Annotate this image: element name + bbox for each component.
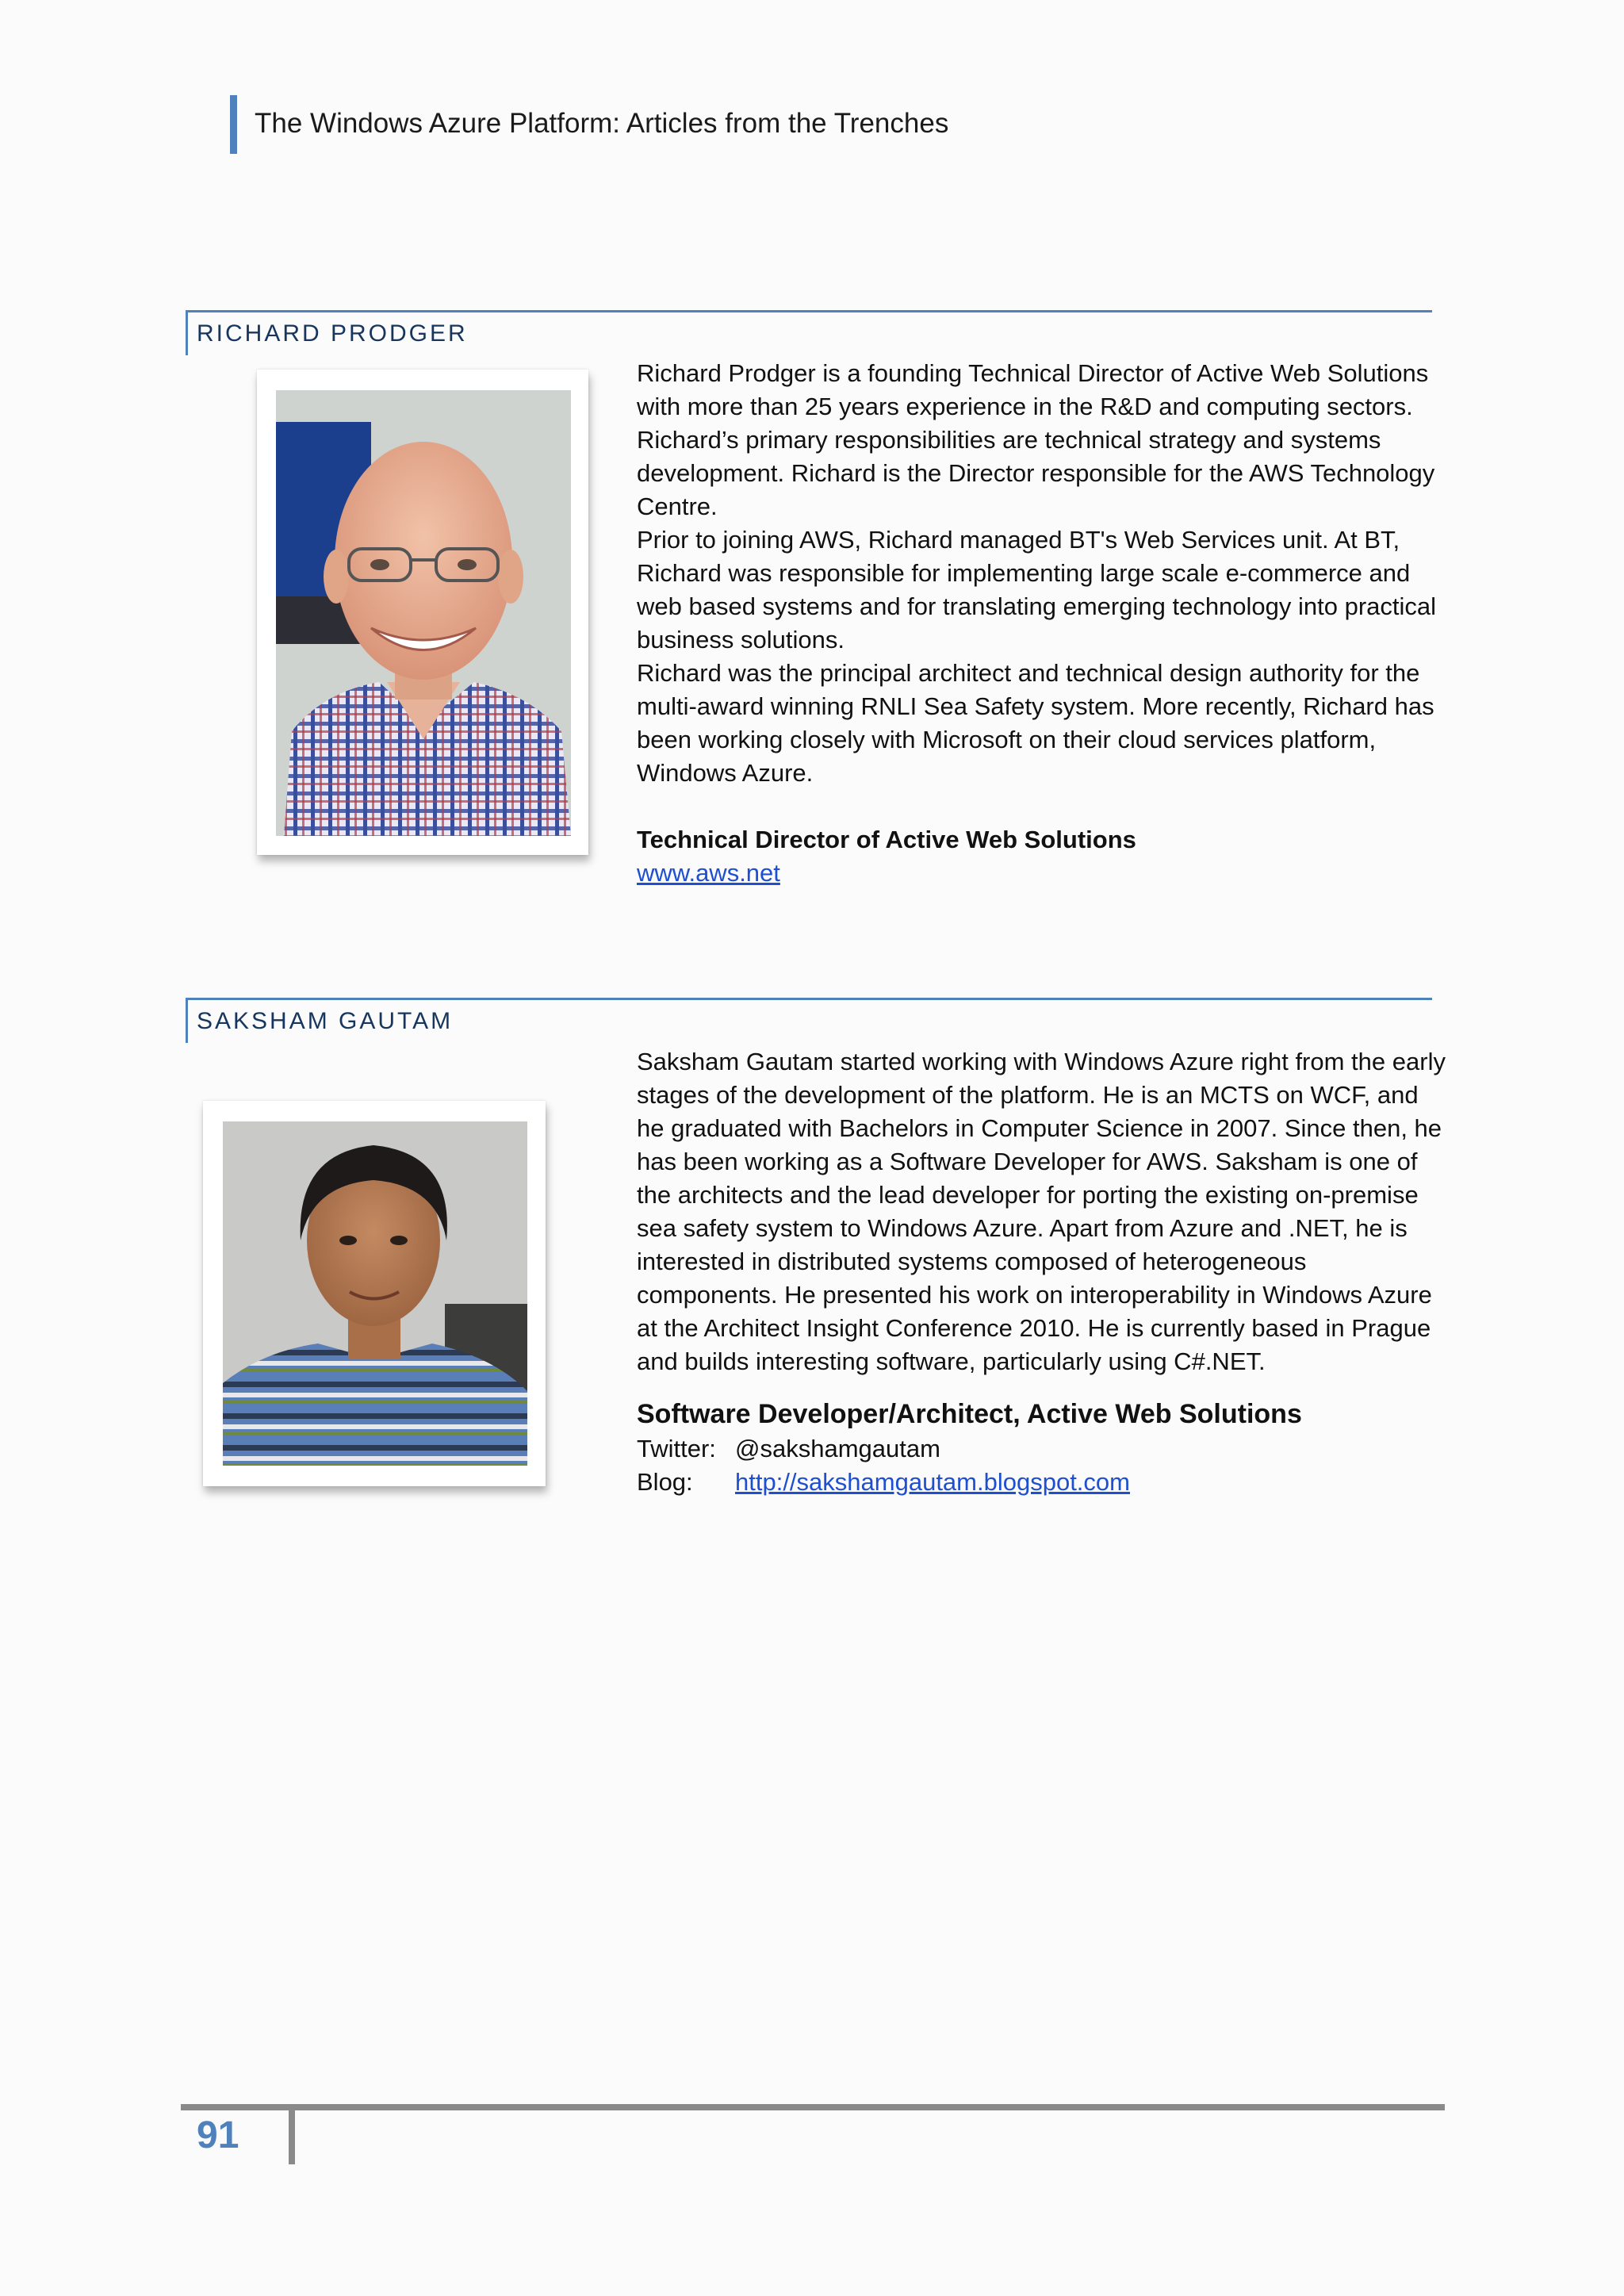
section-rule [186, 998, 1432, 1000]
footer-divider [289, 2110, 295, 2164]
portrait-richard-prodger-image [276, 390, 571, 836]
blog-line [637, 1466, 1446, 1499]
section-tick [186, 312, 188, 355]
blog-link[interactable]: http://sakshamgautam.blogspot.com [735, 1468, 1130, 1496]
bio-saksham-gautam [637, 1045, 1446, 1499]
bio-paragraph: Saksham Gautam started working with Windows Azure right from the early stages of the development of the platform. He is an MCTS on WCF, and he graduated with Bachelors in Computer Science in 2007. Since then, he has been working as a Software Developer for AWS. Saksham is one of the architects and the lead developer for porting the existing on-premise sea safety system to Windows Azure. Apart from Azure and .NET, he is interested in distributed systems composed of heterogeneous components. He presented his work on interoperability in Windows Azure at the Architect Insight Conference 2010. He is currently based in Prague and builds interesting software, particularly using C#.NET. [637, 1048, 1446, 1375]
footer-rule [181, 2104, 1445, 2110]
twitter-line [637, 1432, 1446, 1466]
role-title: Software Developer/Architect, Active Web Solutions [637, 1399, 1302, 1429]
running-header [230, 95, 948, 154]
page-number: 91 [197, 2114, 239, 2156]
section-heading-saksham-gautam: SAKSHAM GAUTAM [197, 1008, 454, 1034]
section-tick [186, 999, 188, 1043]
bio-paragraph: Richard was the principal architect and technical design authority for the multi-award winning RNLI Sea Safety system. More recently, Richard has been working closely with Microsoft on their cloud services platform, Windows Azure. [637, 659, 1434, 787]
portrait-saksham-gautam [203, 1101, 546, 1486]
role-title: Technical Director of Active Web Solutions [637, 826, 1136, 853]
twitter-handle: @sakshamgautam [735, 1435, 940, 1462]
twitter-label: Twitter: [637, 1435, 716, 1462]
portrait-saksham-gautam-image [223, 1121, 527, 1466]
website-link[interactable]: www.aws.net [637, 859, 780, 887]
running-header-title: The Windows Azure Platform: Articles from the Trenches [255, 108, 949, 139]
section-heading-richard-prodger: RICHARD PRODGER [197, 320, 468, 347]
bio-richard-prodger [637, 357, 1446, 890]
bio-paragraph: Prior to joining AWS, Richard managed BT's Web Services unit. At BT, Richard was responsible for implementing large scale e-commerce and web based systems and for translating emerging technology into practical business solutions. [637, 526, 1437, 654]
bio-paragraph: Richard Prodger is a founding Technical Director of Active Web Solutions with more than 25 years experience in the R&D and computing sectors. Richard’s primary responsibilities are technical strategy and systems development. Richard is the Director responsible for the AWS Technology Centre. [637, 359, 1435, 520]
portrait-richard-prodger [257, 370, 588, 855]
blog-label: Blog: [637, 1468, 693, 1496]
section-rule [186, 310, 1432, 312]
